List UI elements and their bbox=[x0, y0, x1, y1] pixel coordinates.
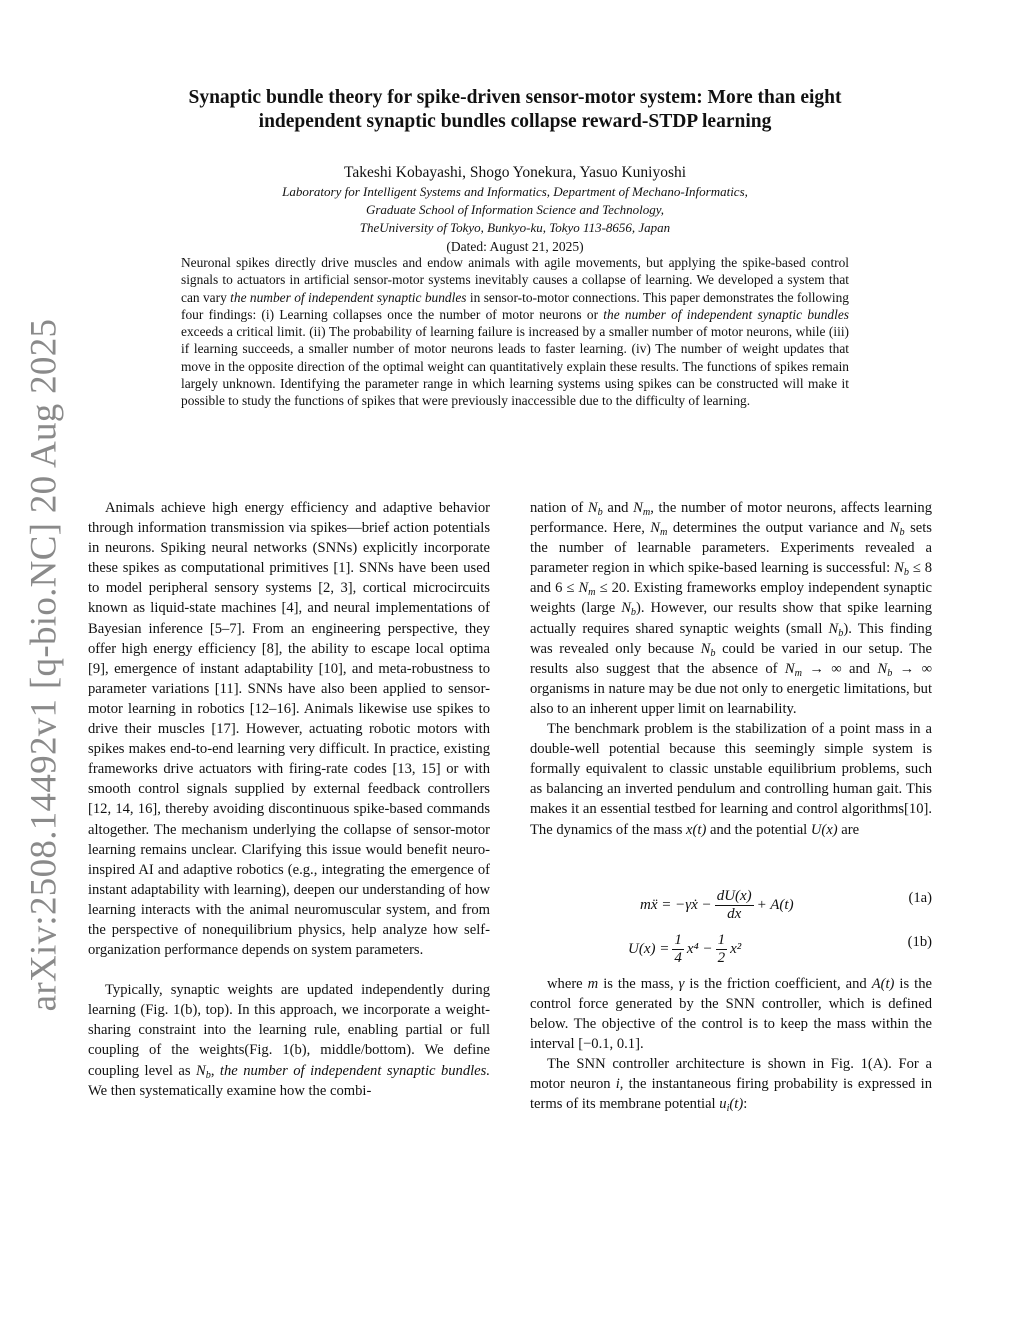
date-line: (Dated: August 21, 2025) bbox=[446, 239, 584, 254]
equation-1a: mẍ = −γẋ − $\frac{dU(x)}{dx}$ + A(t) (1a) bbox=[640, 887, 932, 922]
abstract: Neuronal spikes directly drive muscles and endow animals with agile movements, but applying the spike-based control signals to actuators in artificial sensor-motor systems inevitably causes a collapse of learning. We developed a system that can vary the number of independent synaptic bundles in sensor-to-motor connections. This paper demonstrates the following four findings: (i) Learning collapses once the number of motor neurons or the number of independent synaptic bundles exceeds a critical limit. (ii) The probability of learning failure is increased by a smaller number of motor neurons, while (iii) if learning succeeds, a smaller number of motor neurons leads to faster learning. (iv) The number of weight updates that move in the opposite direction of the optimal weight can quantitatively explain these results. The functions of spikes remain largely unknown. Identifying the parameter range in which learning systems using spikes can be constructed will make it possible to study the functions of spikes that were previously inaccessible due to the difficulty of learning. bbox=[181, 255, 849, 409]
right-column bbox=[530, 498, 932, 1114]
paragraph-coupling: Typically, synaptic weights are updated independently during learning (Fig. 1(b), top). In this approach, we incorporate a weight-sharing constraint into the learning rule, enabling partial or full coupling of the weights(Fig. 1(b), middle/bottom). We define coupling level as $N_b$, the number of independent synaptic bundles. We then systematically examine how the combi- bbox=[88, 982, 490, 1099]
paragraph-snn: The SNN controller architecture is shown in Fig. 1(A). For a motor neuron i, the instantaneous firing probability is expressed in terms of its membrane potential $u_i(t)$: bbox=[530, 1055, 932, 1115]
equation-1b: U(x) = $\frac{1}{4}$ x⁴ − $\frac{1}{2}$ x² (1b) bbox=[628, 931, 932, 966]
equation-number: (1b) bbox=[907, 933, 932, 950]
paragraph-where: where m is the mass, γ is the friction coefficient, and A(t) is the control force generated by the SNN controller, which is defined below. The objective of the control is to keep the mass within the interval [−0.1, 0.1]. bbox=[530, 975, 932, 1052]
arxiv-sidebar-stamp bbox=[14, 318, 74, 1012]
paragraph-benchmark: The benchmark problem is the stabilization of a point mass in a double-well potential because this seemingly simple system is formally equivalent to classic unstable equilibrium problems, such as balancing an inverted pendulum and controlling human gait. This makes it an essential testbed for learning and control algorithms[10]. The dynamics of the mass x(t) and the potential U(x) are bbox=[530, 721, 932, 838]
authors: Takeshi Kobayashi, Shogo Yonekura, Yasuo Kuniyoshi bbox=[343, 164, 687, 181]
paper-header bbox=[110, 86, 920, 256]
affiliation: Laboratory for Intelligent Systems and Informatics, Department of Mechano-Informatics, Graduate School of Information Science and Technology, TheUniversity of Tokyo, Bunkyo-ku, Tokyo 113-8656, Japan bbox=[282, 184, 748, 235]
equation-number: (1a) bbox=[908, 889, 932, 906]
left-column bbox=[88, 498, 490, 1101]
arxiv-id: arXiv:2508.14492v1 [q-bio.NC] 20 Aug 2025 bbox=[23, 318, 65, 1012]
paragraph-results: nation of $N_b$ and $N_m$, the number of motor neurons, affects learning performance. Here, $N_m$ determines the output variance and $N_b$ sets the number of learnable parameters. Experiments revealed a parameter region in which spike-based learning is successful: $N_b \le 8$ and $6 \le N_m \le 20$. Existing frameworks employ independent synaptic weights (large $N_b$). However, our results show that spike learning actually requires shared synaptic weights (small $N_b$). This finding was revealed only because $N_b$ could be varied in our setup. The results also suggest that the absence of $N_m$ → ∞ and $N_b$ → ∞ organisms in nature may be due not only to energetic limitations, but also to an inherent upper limit on learnability. bbox=[530, 500, 933, 717]
paper-title: Synaptic bundle theory for spike-driven sensor-motor system: More than eight independent synaptic bundles collapse reward-STDP learning bbox=[188, 87, 842, 132]
paragraph-intro: Animals achieve high energy efficiency and adaptive behavior through information transmission via spikes—brief action potentials in neurons. Spiking neural networks (SNNs) explicitly incorporate these spikes as computational primitives [1]. SNNs have been used to model peripheral sensory systems [2, 3], cortical microcircuits known as liquid-state machines [4], and neural implementations of Bayesian inference [5–7]. From an engineering perspective, they offer high energy efficiency [8], the ability to escape local optima [9], emergence of instant adaptability [10], and meta-robustness to parameter variations [11]. SNNs have also been applied to sensor-motor learning in robotics [12–16]. Animals likewise use spikes to drive their muscles [17]. However, actuating robotic motors with spikes makes end-to-end learning very difficult. In practice, existing frameworks drive actuators with firing-rate codes [13, 15] or with smooth control signals supplied by external feedback controllers [12, 14, 16], thereby avoiding discontinuous spike-based commands altogether. The mechanism underlying the collapse of sensor-motor learning remains unclear. Clarifying this issue would benefit neuro-inspired AI and adaptive robotics (e.g., integrating the emergence of instant adaptability with learning), deepen our understanding of how learning interacts with the animal neuromuscular system, and from the perspective of nonequilibrium physics, help analyze how self-organization performance depends on system parameters. bbox=[88, 500, 490, 959]
